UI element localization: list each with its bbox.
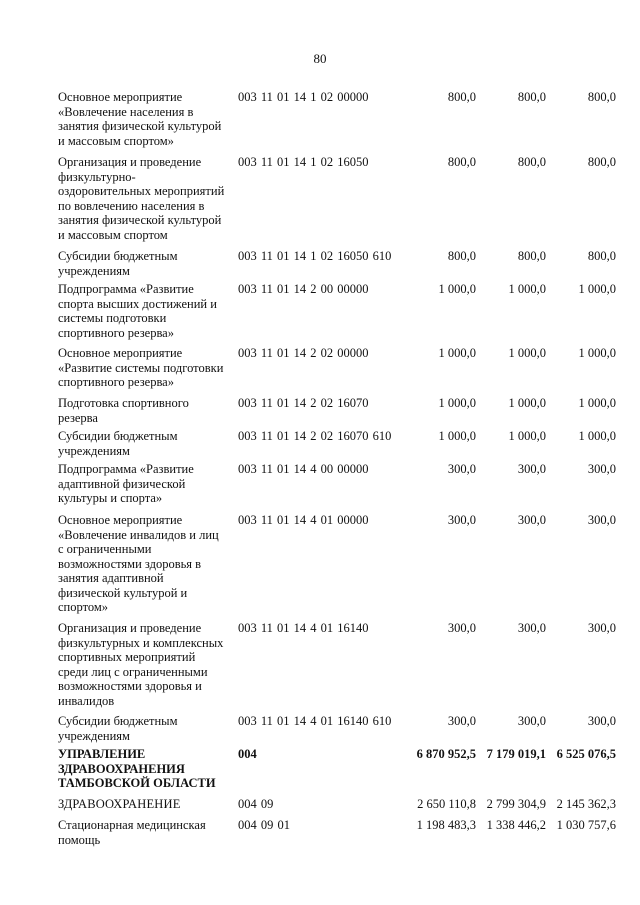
row-value-3: 300,0 xyxy=(587,513,616,527)
row-value-2: 1 000,0 xyxy=(508,282,546,296)
row-name: Субсидии бюджетным учреждениям xyxy=(58,429,178,458)
row-value-2: 300,0 xyxy=(517,621,546,635)
row-value-3: 1 000,0 xyxy=(578,346,616,360)
row-name: Основное мероприятие «Вовлечение населения в занятия физической культурой и массовым спортом» xyxy=(58,90,222,148)
row-value-1: 300,0 xyxy=(447,714,476,728)
row-name: Стационарная медицинская помощь xyxy=(58,818,206,847)
row-name: Подпрограмма «Развитие адаптивной физической культуры и спорта» xyxy=(58,462,194,505)
row-value-2: 1 000,0 xyxy=(508,396,546,410)
row-value-2: 7 179 019,1 xyxy=(486,747,546,761)
row-value-2: 2 799 304,9 xyxy=(486,797,546,811)
row-value-3: 800,0 xyxy=(587,249,616,263)
row-name: Основное мероприятие «Развитие системы подготовки спортивного резерва» xyxy=(58,346,224,389)
row-value-2: 800,0 xyxy=(517,155,546,169)
row-value-1: 300,0 xyxy=(447,513,476,527)
row-value-1: 800,0 xyxy=(447,90,476,104)
row-name: Подпрограмма «Развитие спорта высших достижений и системы подготовки спортивного резерва» xyxy=(58,282,217,340)
row-code: 003 11 01 14 2 02 16070 xyxy=(238,396,369,410)
row-value-2: 300,0 xyxy=(517,513,546,527)
row-value-1: 1 000,0 xyxy=(438,346,476,360)
row-value-1: 800,0 xyxy=(447,249,476,263)
row-name: Субсидии бюджетным учреждениям xyxy=(58,714,178,743)
row-name: Основное мероприятие «Вовлечение инвалидов и лиц с ограниченными возможностями здоровья в занятия адаптивной физической культурой и спортом» xyxy=(58,513,219,614)
row-code: 003 11 01 14 1 02 16050 610 xyxy=(238,249,392,263)
row-value-2: 300,0 xyxy=(517,462,546,476)
row-value-3: 800,0 xyxy=(587,155,616,169)
row-value-2: 300,0 xyxy=(517,714,546,728)
row-value-1: 6 870 952,5 xyxy=(416,747,476,761)
row-name: Субсидии бюджетным учреждениям xyxy=(58,249,178,278)
row-value-1: 1 198 483,3 xyxy=(416,818,476,832)
row-code: 003 11 01 14 4 01 00000 xyxy=(238,513,369,527)
row-code: 003 11 01 14 2 00 00000 xyxy=(238,282,369,296)
row-value-1: 1 000,0 xyxy=(438,429,476,443)
row-value-3: 800,0 xyxy=(587,90,616,104)
row-value-2: 1 000,0 xyxy=(508,346,546,360)
row-code: 004 09 01 xyxy=(238,818,290,832)
row-value-3: 6 525 076,5 xyxy=(556,747,616,761)
row-value-2: 1 000,0 xyxy=(508,429,546,443)
row-value-2: 800,0 xyxy=(517,90,546,104)
row-value-1: 2 650 110,8 xyxy=(417,797,476,811)
row-code: 004 09 xyxy=(238,797,274,811)
row-value-1: 1 000,0 xyxy=(438,396,476,410)
row-name: Подготовка спортивного резерва xyxy=(58,396,189,425)
row-value-3: 300,0 xyxy=(587,462,616,476)
row-name: УПРАВЛЕНИЕ ЗДРАВООХРАНЕНИЯ ТАМБОВСКОЙ ОБЛАСТИ xyxy=(58,747,216,790)
row-value-1: 1 000,0 xyxy=(438,282,476,296)
row-name: Организация и проведение физкультурно- оздоровительных мероприятий по вовлечению населения в занятия физической культурой и массовым спортом xyxy=(58,155,225,242)
row-value-3: 1 000,0 xyxy=(578,282,616,296)
row-code: 003 11 01 14 2 02 00000 xyxy=(238,346,369,360)
row-value-3: 1 000,0 xyxy=(578,429,616,443)
row-value-1: 300,0 xyxy=(447,462,476,476)
row-code: 003 11 01 14 1 02 16050 xyxy=(238,155,369,169)
row-code: 003 11 01 14 4 00 00000 xyxy=(238,462,369,476)
page-number: 80 xyxy=(313,51,327,66)
row-value-2: 1 338 446,2 xyxy=(486,818,546,832)
row-value-3: 1 000,0 xyxy=(578,396,616,410)
row-code: 004 xyxy=(238,747,257,761)
row-value-2: 800,0 xyxy=(517,249,546,263)
row-code: 003 11 01 14 4 01 16140 xyxy=(238,621,369,635)
row-code: 003 11 01 14 4 01 16140 610 xyxy=(238,714,392,728)
row-value-1: 300,0 xyxy=(447,621,476,635)
row-value-1: 800,0 xyxy=(447,155,476,169)
row-value-3: 300,0 xyxy=(587,621,616,635)
row-value-3: 2 145 362,3 xyxy=(556,797,616,811)
row-code: 003 11 01 14 2 02 16070 610 xyxy=(238,429,392,443)
row-value-3: 300,0 xyxy=(587,714,616,728)
row-code: 003 11 01 14 1 02 00000 xyxy=(238,90,369,104)
row-name: ЗДРАВООХРАНЕНИЕ xyxy=(58,797,181,811)
row-value-3: 1 030 757,6 xyxy=(556,818,616,832)
row-name: Организация и проведение физкультурных и комплексных спортивных мероприятий среди лиц с ограниченными возможностями здоровья и инвалидов xyxy=(58,621,224,708)
